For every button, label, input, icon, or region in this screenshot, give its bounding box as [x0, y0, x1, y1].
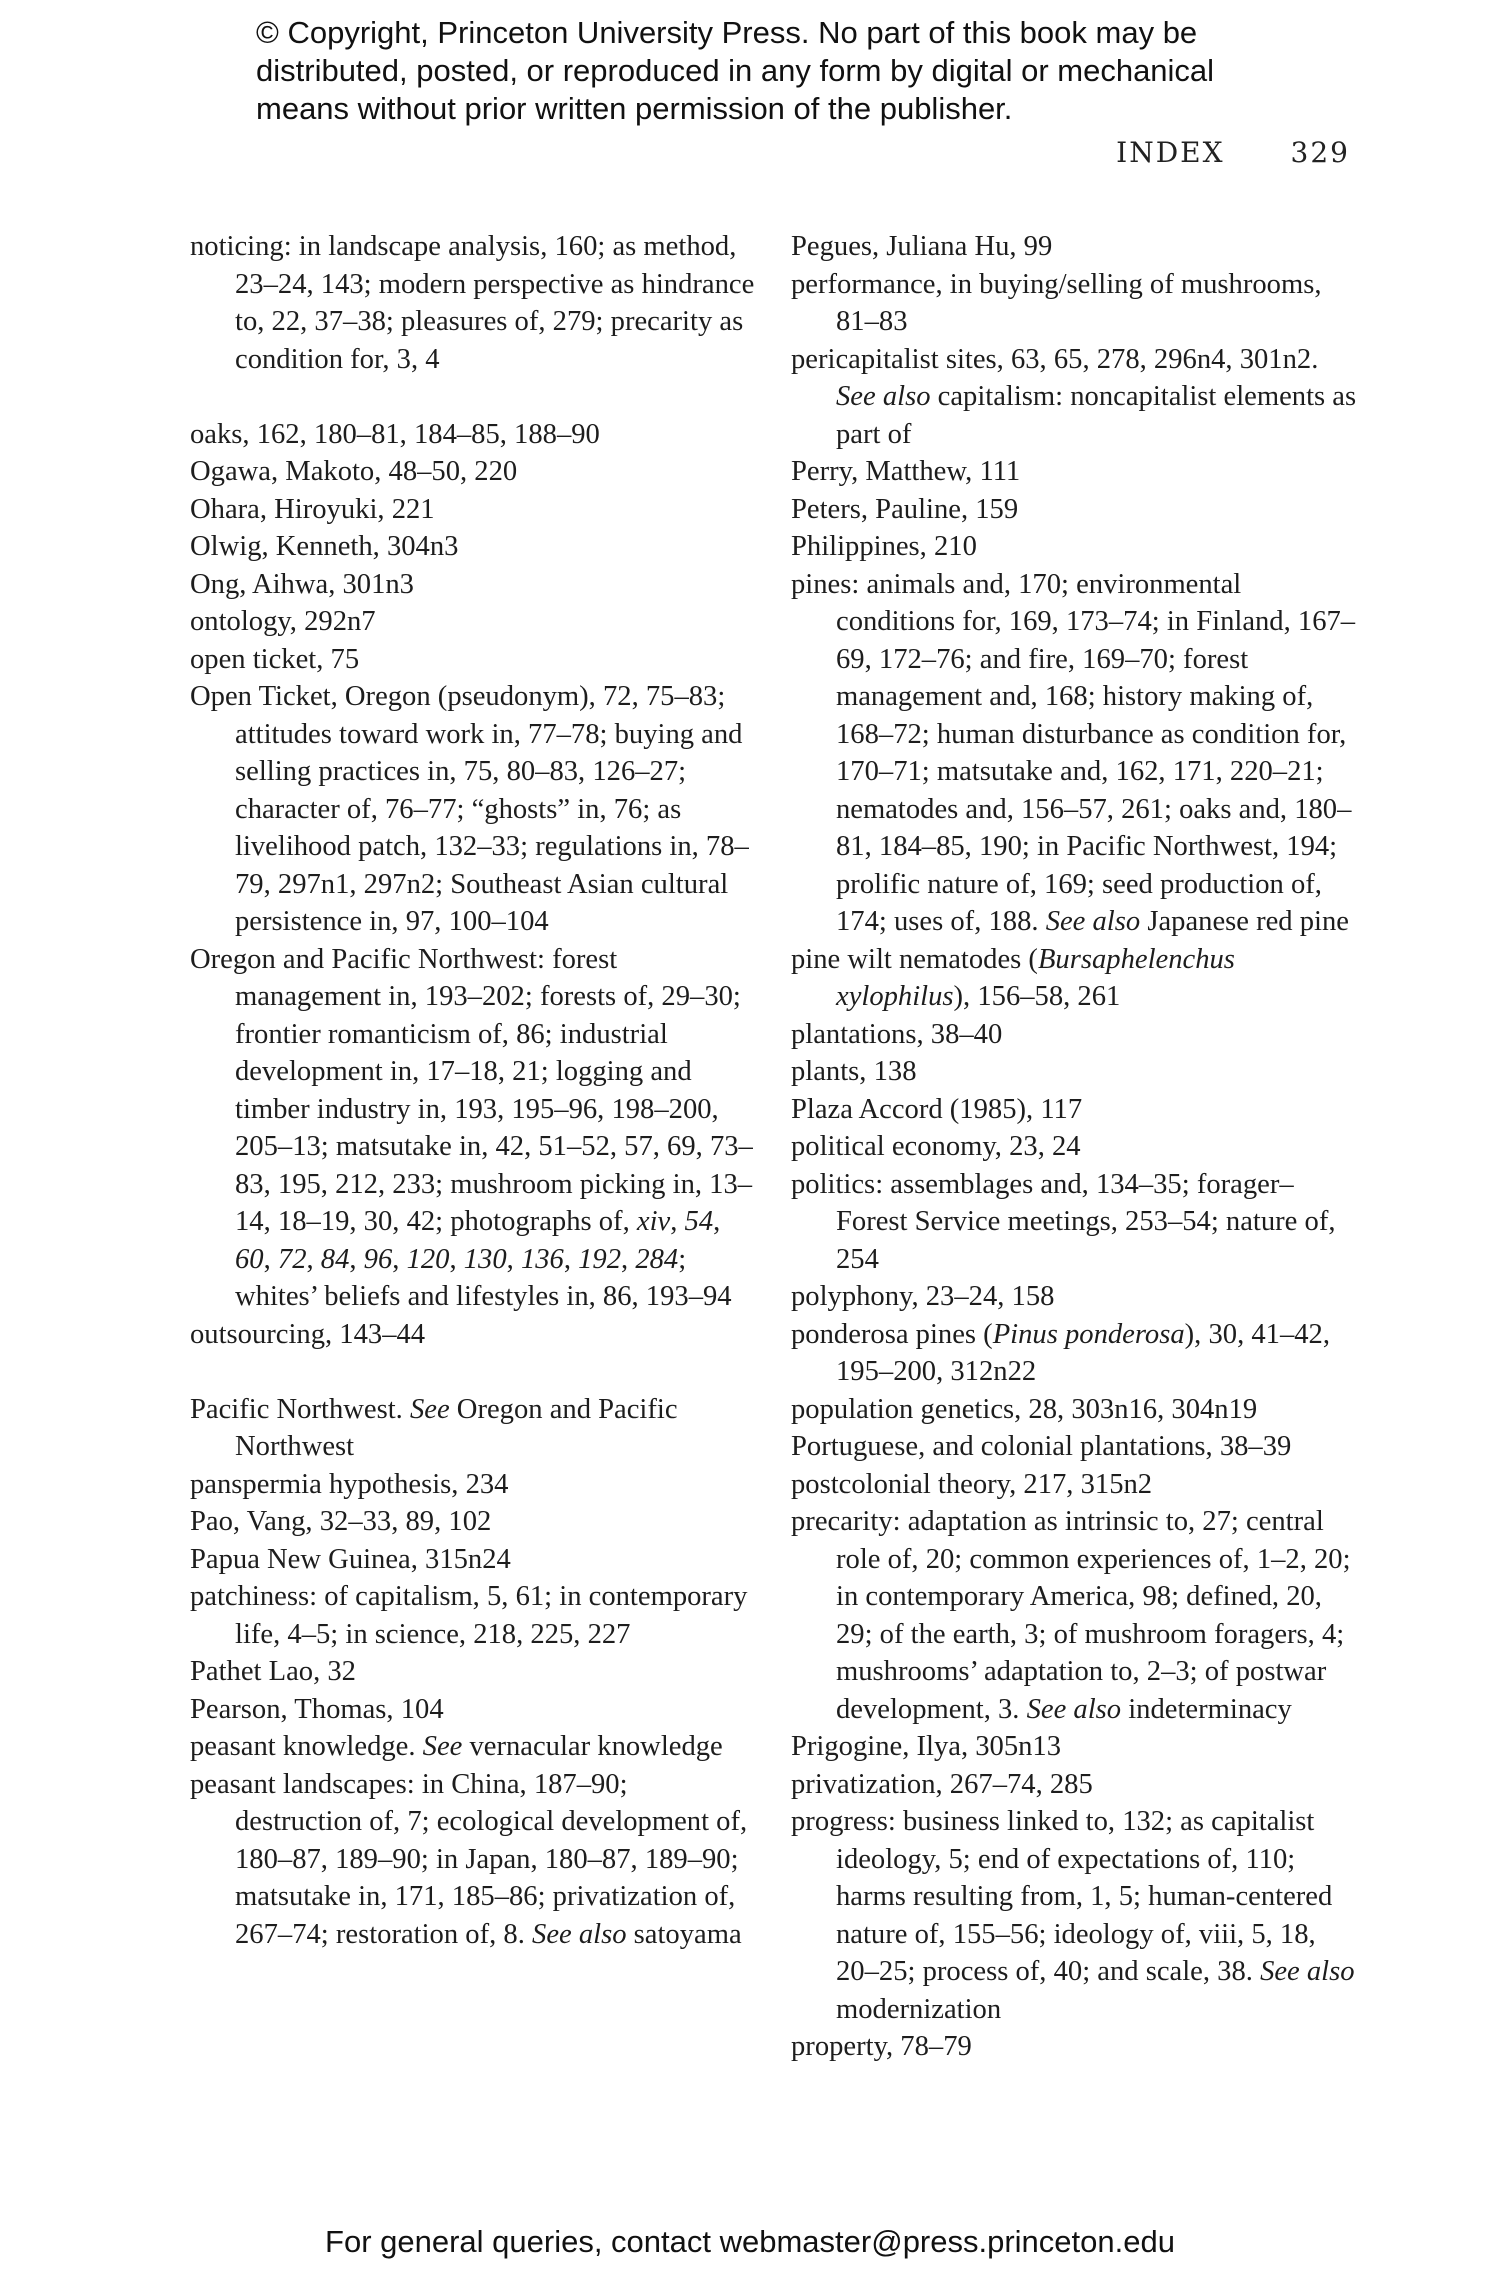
index-entry: Pathet Lao, 32 — [190, 1656, 356, 1687]
index-entry: pericapitalist sites, 63, 65, 278, 296n4, 301n2. See also capitalism: noncapitalist elements as part of — [791, 343, 1357, 450]
index-entry: Pacific Northwest. See Oregon and Pacific Northwest — [190, 1393, 678, 1462]
index-column-left — [190, 228, 760, 1953]
running-title: INDEX — [1116, 136, 1225, 169]
copyright-notice — [256, 14, 1356, 128]
index-entry: open ticket, 75 — [190, 643, 360, 675]
index-column-right — [791, 228, 1361, 2066]
index-entry: Philippines, 210 — [791, 531, 977, 562]
index-entry: plantations, 38–40 — [791, 1018, 1003, 1050]
index-entry: precarity: adaptation as intrinsic to, 27; central role of, 20; common experiences of, 1–2, 20; in contemporary America, 98; defined, 20, 29; of the earth, 3; of mushroom foragers, 4; mushrooms’ adaptation to, 2–3; of postwar development, 3. See also indeterminacy — [791, 1506, 1351, 1725]
index-entry: Pegues, Juliana Hu, 99 — [791, 231, 1053, 262]
index-entry: Olwig, Kenneth, 304n3 — [190, 531, 459, 562]
copyright-line: distributed, posted, or reproduced in any form by digital or mechanical — [256, 53, 1215, 88]
index-entry: panspermia hypothesis, 234 — [190, 1468, 509, 1500]
index-entry: pines: animals and, 170; environmental conditions for, 169, 173–74; in Finland, 167–69, 172–76; and fire, 169–70; forest management and, 168; history making of, 168–72; human disturbance as condition for, 170–71; matsutake and, 162, 171, 220–21; nematodes and, 156–57, 261; oaks and, 180–81, 184–85, 190; in Pacific Northwest, 194; prolific nature of, 169; seed production of, 174; uses of, 188. See also Japanese red pine — [791, 568, 1356, 937]
index-entry: population genetics, 28, 303n16, 304n19 — [791, 1393, 1258, 1425]
index-entry: Peters, Pauline, 159 — [791, 493, 1019, 525]
index-entry: Ogawa, Makoto, 48–50, 220 — [190, 456, 518, 487]
index-entry: Ong, Aihwa, 301n3 — [190, 568, 414, 600]
copyright-line: © Copyright, Princeton University Press. No part of this book may be — [256, 15, 1198, 50]
index-entry: ponderosa pines (Pinus ponderosa), 30, 41–42, 195–200, 312n22 — [791, 1318, 1330, 1387]
index-entry: Plaza Accord (1985), 117 — [791, 1093, 1083, 1125]
index-entry: Oregon and Pacific Northwest: forest management in, 193–202; forests of, 29–30; frontier romanticism of, 86; industrial development in, 17–18, 21; logging and timber industry in, 193, 195–96, 198–200, 205–13; matsutake in, 42, 51–52, 57, 69, 73–83, 195, 212, 233; mushroom picking in, 13–14, 18–19, 30, 42; photographs of, xiv, 54, 60, 72, 84, 96, 120, 130, 136, 192, 284; whites’ beliefs and lifestyles in, 86, 193–94 — [190, 943, 753, 1312]
index-entry: peasant knowledge. See vernacular knowledge — [190, 1731, 723, 1762]
index-entry: Prigogine, Ilya, 305n13 — [791, 1731, 1062, 1762]
index-entry: political economy, 23, 24 — [791, 1131, 1081, 1162]
index-entry: progress: business linked to, 132; as capitalist ideology, 5; end of expectations of, 110; harms resulting from, 1, 5; human-centered nature of, 155–56; ideology of, viii, 5, 18, 20–25; process of, 40; and scale, 38. See also modernization — [791, 1806, 1355, 2025]
index-entry: Perry, Matthew, 111 — [791, 456, 1021, 487]
index-entry: outsourcing, 143–44 — [190, 1318, 426, 1350]
index-entry: Portuguese, and colonial plantations, 38–39 — [791, 1431, 1292, 1462]
index-entry: performance, in buying/selling of mushrooms, 81–83 — [791, 268, 1322, 337]
page-number: 329 — [1290, 136, 1350, 169]
index-entry: Ohara, Hiroyuki, 221 — [190, 493, 435, 525]
index-entry: pine wilt nematodes (Bursaphelenchus xylophilus), 156–58, 261 — [791, 943, 1235, 1012]
copyright-line: means without prior written permission of the publisher. — [256, 91, 1013, 126]
index-entry: Pao, Vang, 32–33, 89, 102 — [190, 1506, 492, 1537]
index-entry: polyphony, 23–24, 158 — [791, 1281, 1055, 1312]
index-entry: patchiness: of capitalism, 5, 61; in contemporary life, 4–5; in science, 218, 225, 227 — [190, 1581, 748, 1650]
index-entry: Papua New Guinea, 315n24 — [190, 1543, 511, 1575]
index-entry: postcolonial theory, 217, 315n2 — [791, 1468, 1153, 1500]
index-entry: oaks, 162, 180–81, 184–85, 188–90 — [190, 418, 600, 450]
index-entry: ontology, 292n7 — [190, 606, 376, 637]
index-entry: noticing: in landscape analysis, 160; as method, 23–24, 143; modern perspective as hindrance to, 22, 37–38; pleasures of, 279; precarity as condition for, 3, 4 — [190, 231, 755, 375]
index-entry: property, 78–79 — [791, 2031, 972, 2062]
running-head — [1116, 136, 1350, 169]
index-entry: peasant landscapes: in China, 187–90; destruction of, 7; ecological development of, 180–87, 189–90; in Japan, 180–87, 189–90; matsutake in, 171, 185–86; privatization of, 267–74; restoration of, 8. See also satoyama — [190, 1768, 748, 1950]
index-entry: politics: assemblages and, 134–35; forager–Forest Service meetings, 253–54; nature of, 254 — [791, 1168, 1336, 1275]
index-entry: Pearson, Thomas, 104 — [190, 1693, 444, 1725]
index-entry: plants, 138 — [791, 1056, 917, 1087]
footer-contact: For general queries, contact webmaster@press.princeton.edu — [325, 2224, 1175, 2259]
index-entry: Open Ticket, Oregon (pseudonym), 72, 75–83; attitudes toward work in, 77–78; buying and selling practices in, 75, 80–83, 126–27; character of, 76–77; “ghosts” in, 76; as livelihood patch, 132–33; regulations in, 78–79, 297n1, 297n2; Southeast Asian cultural persistence in, 97, 100–104 — [190, 681, 749, 937]
index-entry: privatization, 267–74, 285 — [791, 1768, 1093, 1800]
